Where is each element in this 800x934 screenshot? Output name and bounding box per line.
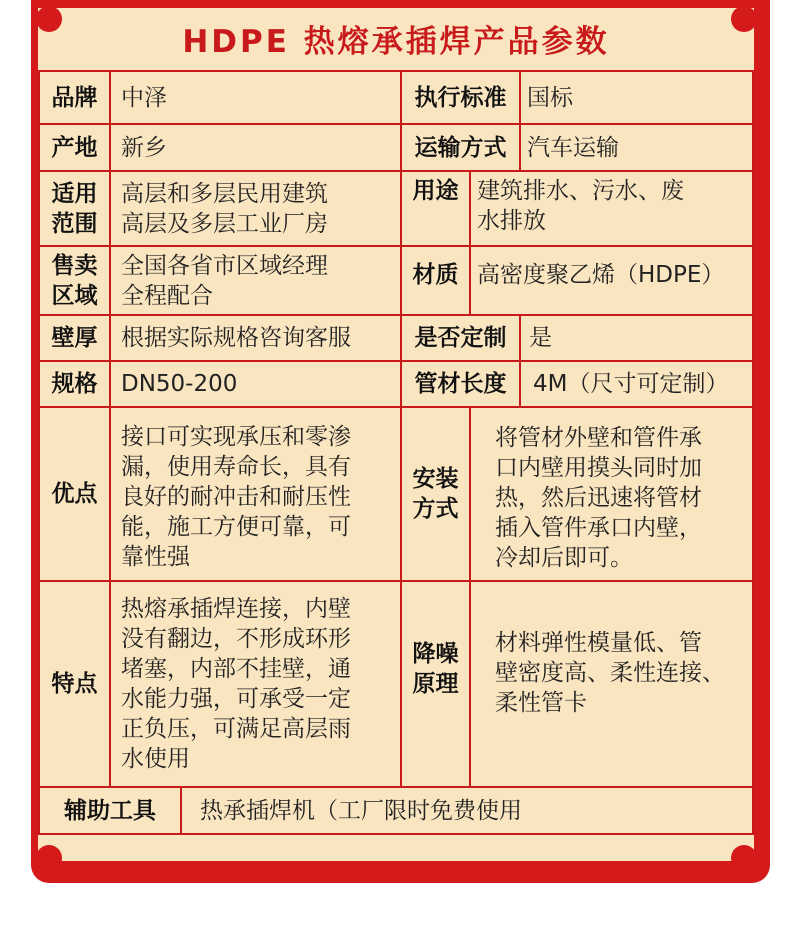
origin-label: 产地 [51,134,98,161]
table-border [752,70,754,835]
brand-label: 品牌 [51,84,98,111]
advantages-value: 接口可实现承压和零渗 漏，使用寿命长，具有 良好的耐冲击和耐压性 能，施工方便可靠，可 靠性强 [121,424,351,570]
origin-value: 新乡 [121,134,167,161]
features-label: 特点 [51,671,98,697]
noise-reduction-label: 降噪 原理 [412,641,459,697]
corner-dot-bottom-left [36,845,62,871]
noise-reduction-value: 材料弹性模量低、管 壁密度高、柔性连接、 柔性管卡 [495,630,725,716]
sales-area-value: 全国各省市区域经理 全程配合 [121,252,328,309]
thickness-label: 壁厚 [51,325,98,351]
custom-label: 是否定制 [414,325,507,351]
page-title: HDPE 热熔承插焊产品参数 [182,24,610,60]
corner-dot-bottom-right [731,845,757,871]
material-value: 高密度聚乙烯（HDPE） [477,261,725,288]
brand-value: 中泽 [121,84,167,111]
spec-value: DN50-200 [121,371,238,397]
table-border [38,580,754,582]
table-border [38,833,754,835]
length-label: 管材长度 [414,371,507,397]
install-method-label: 安装 方式 [412,466,459,522]
install-method-value: 将管材外壁和管件承 口内壁用摸头同时加 热，然后迅速将管材 插入管件承口内壁， 冷却后即可。 [495,425,702,571]
scope-value: 高层和多层民用建筑 高层及多层工业厂房 [121,180,328,237]
spec-label: 规格 [51,371,98,397]
standard-label: 执行标准 [414,84,507,111]
length-value: 4M（尺寸可定制） [533,371,729,397]
scope-label: 适用 范围 [51,180,98,237]
usage-label: 用途 [412,178,459,204]
sales-area-label: 售卖 区域 [51,252,98,309]
transport-label: 运输方式 [414,134,507,161]
transport-value: 汽车运输 [527,134,619,161]
standard-value: 国标 [527,84,573,111]
tool-label: 辅助工具 [64,797,156,824]
custom-value: 是 [529,325,552,351]
usage-value: 建筑排水、污水、废 水排放 [477,178,684,234]
material-label: 材质 [412,261,459,288]
table-border [38,406,754,408]
thickness-value: 根据实际规格咨询客服 [121,325,351,351]
tool-value: 热承插焊机（工厂限时免费使用 [200,797,522,824]
advantages-label: 优点 [51,481,98,507]
features-value: 热熔承插焊连接，内壁 没有翻边，不形成环形 堵塞，内部不挂壁，通 水能力强，可承受一定 正负压，可满足高层雨 水使用 [121,596,351,772]
